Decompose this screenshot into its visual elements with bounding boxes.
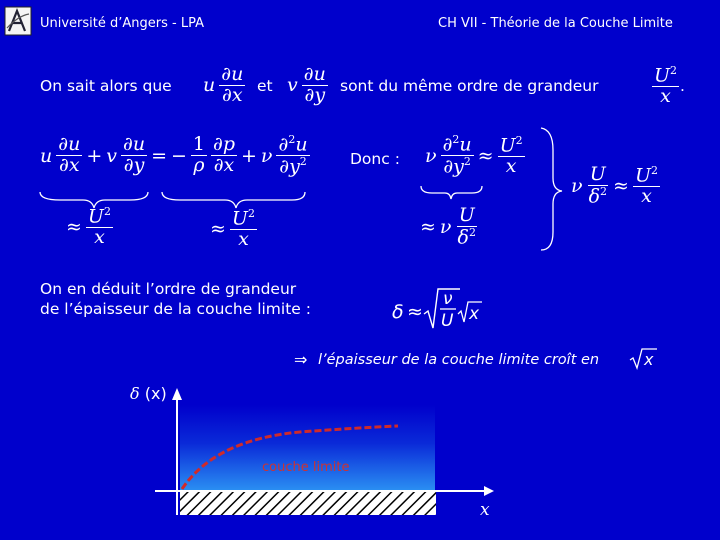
graph-y-label-text: (x) (144, 384, 167, 403)
momentum-equation: u $\frac{\partial u}{\partial x}$ + v $\frac{\partial u}{\partial y}$ = − $\frac{1}{\rho}$ $\frac{\partial p}{\partial x}$ + ν $\frac{\partial^2u}{\partial y^2}$ (40, 133, 308, 178)
implies-arrow: ⇒ (294, 350, 308, 369)
formula-u2-over-x: $\frac{U^2}{x}$ (654, 64, 678, 108)
line1-suffix: sont du même ordre de grandeur (340, 77, 599, 95)
graph-y-axis-label: δ (x) (130, 384, 167, 403)
conclusion-text: l’épaisseur de la couche limite croît en (318, 352, 600, 368)
svg-text:x: x (644, 350, 654, 369)
formula-v-du-dy: v $\frac{\partial u}{\partial y}$ (287, 63, 326, 106)
header-right: CH VII - Théorie de la Couche Limite (438, 16, 673, 31)
svg-text:x: x (469, 304, 480, 324)
svg-text:U: U (441, 311, 454, 331)
line1-prefix: On sait alors que (40, 77, 172, 95)
approx-u2-over-x-1: ≈ $\frac{U^2}{x}$ (66, 205, 111, 249)
deduce-line2: de l’épaisseur de la couche limite : (40, 300, 311, 318)
graph-x-axis-label: x (480, 500, 490, 520)
approx-u2-over-x-2: ≈ $\frac{U^2}{x}$ (210, 207, 255, 251)
curve-label: couche limite (262, 460, 350, 475)
balance-equation: ν $\frac{U}{\delta^2}$ ≈ $\frac{U^2}{x}$ (571, 163, 658, 208)
svg-text:ν: ν (443, 289, 453, 309)
svg-text:δ: δ (392, 301, 404, 323)
donc-label: Donc : (350, 150, 400, 168)
header-left: Université d’Angers - LPA (40, 16, 204, 31)
svg-text:≈: ≈ (407, 301, 423, 323)
deduce-line1: On en déduit l’ordre de grandeur (40, 280, 297, 298)
viscous-term-approx: ν $\frac{\partial^2u}{\partial y^2}$ ≈ $\frac{U^2}{x}$ (425, 133, 523, 178)
line1-middle: et (257, 77, 273, 95)
viscous-scale: ≈ ν $\frac{U}{\delta^2}$ (420, 204, 476, 249)
line1-period: . (680, 77, 685, 95)
formula-u-du-dx: u $\frac{\partial u}{\partial x}$ (203, 63, 244, 106)
